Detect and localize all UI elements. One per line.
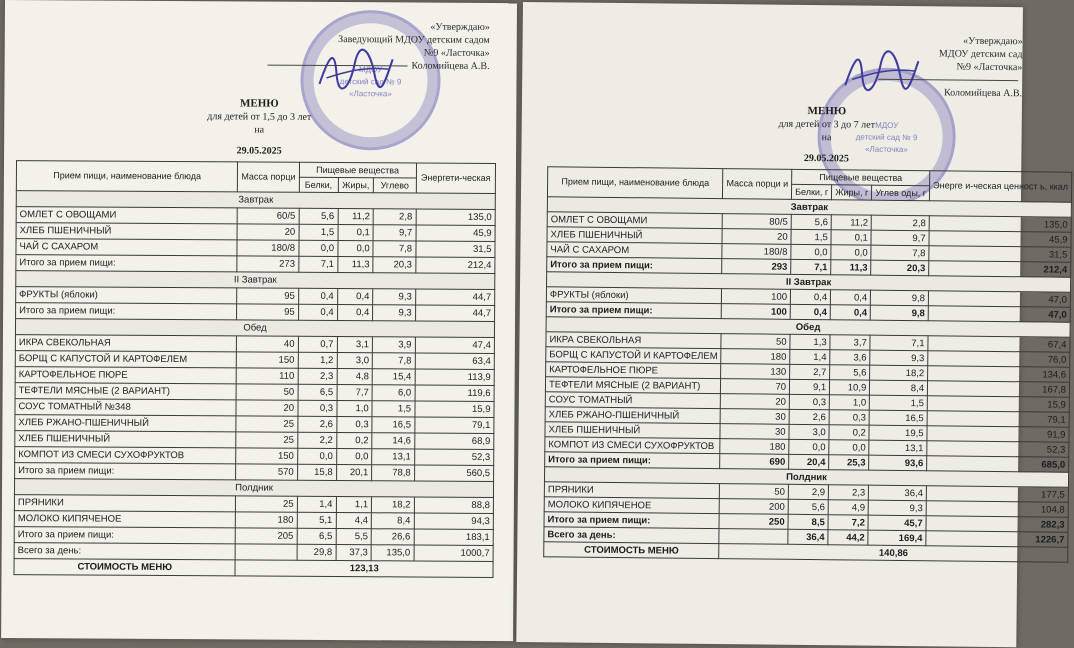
dish-name: Итого за прием пищи: (14, 527, 236, 544)
value-cell: 7,1 (870, 335, 928, 351)
value-cell: 45,9 (416, 225, 496, 241)
dish-name: Итого за прием пищи: (544, 512, 720, 529)
value-cell: 9,8 (871, 290, 929, 306)
value-cell: 78,8 (372, 465, 414, 481)
value-cell: 80/5 (723, 214, 792, 230)
dish-name: ЧАЙ С САХАРОМ (16, 239, 238, 256)
value-cell: 6,5 (297, 528, 336, 544)
value-cell: 20,1 (336, 465, 372, 481)
dish-name: ЧАЙ С САХАРОМ (547, 242, 723, 259)
dish-name: ПРЯНИКИ (14, 495, 236, 512)
value-cell: 36,4 (788, 529, 828, 544)
value-cell: 95 (237, 304, 298, 320)
value-cell: 44,7 (415, 305, 495, 321)
dish-name: Всего за день: (544, 527, 720, 544)
value-cell: 50 (721, 334, 790, 350)
value-cell: 7,1 (791, 259, 831, 274)
value-cell: 50 (720, 484, 789, 500)
value-cell: 200 (720, 499, 789, 515)
value-cell: 135,0 (371, 545, 413, 561)
value-cell: 13,1 (372, 449, 414, 465)
value-cell: 2,8 (373, 209, 415, 225)
value-cell: 25,3 (829, 455, 869, 470)
value-cell: 205 (236, 528, 297, 544)
value-cell: 19,5 (869, 425, 927, 441)
value-cell: 9,8 (871, 305, 929, 321)
value-cell: 180/8 (237, 240, 298, 256)
value-cell: 690 (720, 454, 789, 470)
dish-name: ФРУКТЫ (яблоки) (546, 287, 722, 304)
dish-name: Итого за прием пищи: (15, 463, 237, 480)
value-cell: 1,5 (870, 395, 928, 411)
value-cell: 79,1 (927, 411, 1069, 427)
value-cell: 20,4 (789, 454, 829, 469)
value-cell: 29,8 (297, 544, 336, 560)
dish-name: БОРЩ С КАПУСТОЙ И КАРТОФЕЛЕМ (546, 347, 722, 364)
value-cell: 130 (721, 364, 790, 380)
value-cell: 119,6 (415, 385, 495, 401)
value-cell: 9,3 (868, 500, 926, 516)
value-cell: 93,6 (869, 455, 927, 471)
value-cell: 2,6 (297, 416, 336, 432)
dish-name: МОЛОКО КИПЯЧЕНОЕ (544, 497, 720, 514)
value-cell: 293 (722, 259, 791, 275)
value-cell: 3,6 (830, 350, 870, 365)
value-cell: 180 (720, 439, 789, 455)
value-cell: 2,6 (789, 409, 829, 424)
value-cell: 0,4 (830, 305, 870, 320)
section-name: Завтрак (547, 197, 1071, 217)
value-cell: 15,9 (415, 401, 495, 417)
dish-name: ХЛЕБ ПШЕНИЧНЫЙ (15, 431, 237, 448)
cost-value: 123,13 (235, 560, 493, 578)
section-name: Обед (15, 319, 494, 338)
cost-label: СТОИМОСТЬ МЕНЮ (544, 542, 720, 559)
value-cell: 9,7 (373, 225, 415, 241)
value-cell: 177,5 (926, 486, 1068, 502)
value-cell: 0,0 (829, 440, 869, 455)
value-cell: 76,0 (928, 351, 1070, 367)
value-cell: 18,2 (372, 497, 414, 513)
value-cell: 0,7 (298, 336, 337, 352)
value-cell: 250 (719, 514, 788, 530)
value-cell: 7,1 (298, 256, 337, 272)
value-cell: 0,3 (829, 410, 869, 425)
value-cell: 1226,7 (926, 531, 1068, 547)
section-name: Полдник (544, 467, 1068, 487)
dish-name: КОМПОТ ИЗ СМЕСИ СУХОФРУКТОВ (545, 437, 721, 454)
dish-name: ОМЛЕТ С ОВОЩАМИ (547, 212, 723, 229)
dish-name: ПРЯНИКИ (544, 482, 720, 499)
approval-block: «Утверждаю» Заведующий МДОУ детским садом №9 «Ласточка» Коломийцева А.В. (265, 20, 490, 73)
value-cell: 52,3 (414, 449, 494, 465)
value-cell: 0,4 (337, 305, 373, 321)
value-cell: 5,6 (299, 208, 338, 224)
value-cell: 7,8 (372, 353, 414, 369)
value-cell: 9,7 (871, 230, 929, 246)
value-cell: 67,4 (928, 336, 1070, 352)
value-cell: 0,0 (791, 244, 831, 259)
value-cell: 25 (236, 416, 297, 432)
value-cell: 31,5 (929, 246, 1071, 262)
value-cell: 1,0 (337, 401, 373, 417)
dish-name: Итого за прием пищи: (16, 255, 238, 272)
value-cell: 2,3 (298, 368, 337, 384)
value-cell: 4,4 (336, 513, 372, 529)
value-cell: 9,3 (373, 305, 415, 321)
value-cell: 1,4 (790, 349, 830, 364)
value-cell: 16,5 (372, 417, 414, 433)
value-cell: 0,0 (831, 245, 871, 260)
value-cell: 94,3 (414, 513, 494, 529)
value-cell: 20 (721, 394, 790, 410)
value-cell: 15,4 (372, 369, 414, 385)
value-cell: 5,6 (791, 214, 831, 229)
value-cell: 180 (721, 349, 790, 365)
value-cell: 2,3 (829, 485, 869, 500)
value-cell: 169,4 (868, 530, 926, 546)
value-cell: 20,3 (373, 257, 415, 273)
value-cell: 11,2 (338, 209, 374, 225)
section-name: Полдник (14, 479, 493, 498)
value-cell: 95 (237, 288, 298, 304)
value-cell: 26,6 (371, 529, 413, 545)
value-cell: 0,4 (298, 304, 337, 320)
value-cell: 45,7 (868, 515, 926, 531)
value-cell: 4,9 (828, 500, 868, 515)
value-cell: 8,5 (788, 514, 828, 529)
value-cell: 0,3 (298, 400, 337, 416)
value-cell: 0,4 (831, 290, 871, 305)
value-cell: 0,1 (831, 230, 871, 245)
value-cell: 47,4 (415, 337, 495, 353)
value-cell: 167,8 (927, 381, 1069, 397)
value-cell: 100 (722, 304, 791, 320)
value-cell: 0,0 (299, 240, 338, 256)
dish-name: СОУС ТОМАТНЫЙ №348 (15, 399, 237, 416)
value-cell: 1,3 (790, 334, 830, 349)
value-cell: 183,1 (414, 529, 494, 545)
value-cell: 52,3 (927, 441, 1069, 457)
value-cell: 7,8 (871, 245, 929, 261)
value-cell: 8,4 (870, 380, 928, 396)
menu-table: Прием пищи, наименование блюда Масса порци Пищевые вещества Энергети-ческая Белки, Жиры, Углево Завтрак ОМЛЕТ С ОВОЩАМИ 60/5 5,6 11,2 2,8 135,0 ХЛЕБ ПШЕНИЧНЫЙ 20 1,5 0,1 9,7 45,9 ЧАЙ С САХАРОМ 180/8 0,0 0,0 7,8 31,5 Итого за прием пищи: 273 7,1 11,3 20,3 212,4 II Завтрак ФРУКТЫ (яблоки) 95 0,4 0,4 9,3 44,7 Итого за прием пищи: 95 0,4 0,4 9,3 44,7 Обед ИКРА СВЕКОЛЬНАЯ 40 0,7 3,1 3,9 47,4 БОРЩ С КАПУСТОЙ И КАРТОФЕЛЕМ 150 1,2 3,0 7,8 63,4 КАРТОФЕЛЬНОЕ ПЮРЕ 110 2,3 4,8 15,4 113,9 ТЕФТЕЛИ МЯСНЫЕ (2 ВАРИАНТ) 50 6,5 7,7 6,0 119,6 СОУС ТОМАТНЫЙ №348 20 0,3 1,0 1,5 15,9 ХЛЕБ РЖАНО-ПШЕНИЧНЫЙ 25 2,6 0,3 16,5 79,1 ХЛЕБ ПШЕНИЧНЫЙ 25 2,2 0,2 14,6 68,9 КОМПОТ ИЗ СМЕСИ СУХОФРУКТОВ 150 0,0 0,0 13,1 52,3 Итого за прием пищи: 570 15,8 20,1 78,8 560,5 Полдник ПРЯНИКИ 25 1,4 1,1 18,2 88,8 МОЛОКО КИПЯЧЕНОЕ 180 5,1 4,4 8,4 94,3 Итого за прием пищи: 205 6,5 5,5 26,6 183,1 Всего за день: 29,8 37,3 135,0 1000,7 СТОИМОСТЬ МЕНЮ 123,13 (13, 160, 496, 578)
value-cell: 7,8 (373, 241, 415, 257)
value-cell: 2,8 (871, 215, 929, 231)
value-cell: 0,0 (337, 241, 373, 257)
value-cell: 30 (720, 409, 789, 425)
value-cell: 0,4 (790, 304, 830, 319)
value-cell: 3,0 (789, 424, 829, 439)
value-cell: 0,2 (336, 433, 372, 449)
dish-name: ТЕФТЕЛИ МЯСНЫЕ (2 ВАРИАНТ) (545, 377, 721, 394)
value-cell: 0,0 (789, 439, 829, 454)
value-cell: 6,5 (298, 384, 337, 400)
value-cell: 70 (721, 379, 790, 395)
value-cell: 4,8 (337, 369, 373, 385)
value-cell: 1,0 (829, 395, 869, 410)
value-cell: 25 (236, 432, 297, 448)
value-cell: 685,0 (927, 456, 1069, 472)
value-cell: 5,6 (788, 499, 828, 514)
dish-name: Итого за прием пищи: (547, 257, 723, 274)
value-cell: 0,4 (337, 289, 373, 305)
value-cell: 79,1 (414, 417, 494, 433)
value-cell: 104,8 (926, 501, 1068, 517)
value-cell: 31,5 (416, 241, 496, 257)
dish-name: КАРТОФЕЛЬНОЕ ПЮРЕ (546, 362, 722, 379)
value-cell: 180/8 (722, 244, 791, 260)
section-name: II Завтрак (547, 272, 1071, 292)
value-cell: 11,3 (337, 257, 373, 273)
value-cell: 14,6 (372, 433, 414, 449)
value-cell: 0,0 (336, 449, 372, 465)
round-stamp: МДОУ детский сад № 9 «Ласточка» (300, 10, 441, 151)
value-cell: 180 (236, 512, 297, 528)
value-cell: 2,2 (297, 432, 336, 448)
value-cell: 282,3 (926, 516, 1068, 532)
value-cell: 9,3 (373, 289, 415, 305)
cost-value: 140,86 (719, 544, 1068, 563)
section-name: II Завтрак (16, 271, 495, 290)
dish-name: ТЕФТЕЛИ МЯСНЫЕ (2 ВАРИАНТ) (15, 383, 237, 400)
value-cell: 25 (236, 496, 297, 512)
dish-name: КОМПОТ ИЗ СМЕСИ СУХОФРУКТОВ (15, 447, 237, 464)
value-cell: 63,4 (415, 353, 495, 369)
section-name: Завтрак (16, 191, 495, 210)
dish-name: Итого за прием пищи: (546, 302, 722, 319)
value-cell: 0,1 (338, 225, 374, 241)
cost-label: СТОИМОСТЬ МЕНЮ (14, 559, 236, 576)
value-cell: 2,7 (790, 364, 830, 379)
value-cell: 45,9 (929, 231, 1071, 247)
value-cell: 0,4 (298, 288, 337, 304)
value-cell: 135,0 (416, 209, 496, 225)
dish-name: ХЛЕБ РЖАНО-ПШЕНИЧНЫЙ (545, 407, 721, 424)
dish-name: Всего за день: (14, 543, 236, 560)
value-cell: 3,9 (373, 337, 415, 353)
value-cell: 1,4 (297, 496, 336, 512)
dish-name: КАРТОФЕЛЬНОЕ ПЮРЕ (15, 367, 237, 384)
dish-name: ХЛЕБ ПШЕНИЧНЫЙ (16, 223, 238, 240)
value-cell: 16,5 (869, 410, 927, 426)
menu-body (544, 197, 1072, 562)
menu-body (14, 191, 495, 578)
value-cell: 40 (237, 336, 298, 352)
value-cell: 9,1 (790, 379, 830, 394)
value-cell: 1,1 (336, 497, 372, 513)
value-cell: 15,8 (297, 464, 336, 480)
value-cell: 560,5 (414, 465, 494, 481)
value-cell: 1000,7 (414, 545, 494, 561)
dish-name: ОМЛЕТ С ОВОЩАМИ (16, 207, 238, 224)
dish-name: ИКРА СВЕКОЛЬНАЯ (546, 332, 722, 349)
value-cell: 1,2 (298, 352, 337, 368)
section-name: Обед (546, 317, 1070, 337)
menu-sheet-toddlers (1, 0, 517, 641)
value-cell: 7,7 (337, 385, 373, 401)
value-cell: 44,7 (415, 289, 495, 305)
dish-name: ХЛЕБ РЖАНО-ПШЕНИЧНЫЙ (15, 415, 237, 432)
value-cell (236, 544, 297, 560)
dish-name: ХЛЕБ ПШЕНИЧНЫЙ (545, 422, 721, 439)
menu-sheet-children (516, 2, 1069, 647)
value-cell: 47,0 (928, 306, 1070, 322)
value-cell: 30 (720, 424, 789, 440)
value-cell: 212,4 (929, 261, 1071, 277)
cost-row (14, 559, 493, 578)
value-cell: 0,0 (297, 448, 336, 464)
value-cell: 150 (237, 352, 298, 368)
dish-name: Итого за прием пищи: (16, 303, 238, 320)
value-cell: 134,6 (928, 366, 1070, 382)
value-cell: 20 (236, 400, 297, 416)
menu-title: МЕНЮ для детей от 1,5 до 3 лет на 29.05.2025 (207, 97, 312, 157)
dish-name: Итого за прием пищи: (545, 452, 721, 469)
dish-name: ИКРА СВЕКОЛЬНАЯ (15, 335, 237, 352)
value-cell: 5,1 (297, 512, 336, 528)
value-cell: 91,9 (927, 426, 1069, 442)
value-cell: 5,6 (830, 365, 870, 380)
value-cell: 3,0 (337, 353, 373, 369)
value-cell: 212,4 (415, 257, 495, 273)
value-cell: 0,3 (789, 394, 829, 409)
value-cell: 1,5 (372, 401, 414, 417)
value-cell: 8,4 (371, 513, 413, 529)
round-stamp: МДОУ детский сад № 9 «Ласточка» (817, 67, 956, 206)
value-cell: 3,1 (337, 337, 373, 353)
value-cell: 100 (722, 289, 791, 305)
value-cell: 20 (722, 229, 791, 245)
value-cell: 18,2 (870, 365, 928, 381)
menu-table: Прием пищи, наименование блюда Масса порци и Пищевые вещества Энерге и-ческая ценност ь, ккал Белки, г Жиры, г Углев оды, г Завтрак ОМЛЕТ С ОВОЩАМИ 80/5 5,6 11,2 2,8 135,0 ХЛЕБ ПШЕНИЧНЫЙ 20 1,5 0,1 9,7 45,9 ЧАЙ С САХАРОМ 180/8 0,0 0,0 7,8 31,5 Итого за прием пищи: 293 7,1 11,3 20,3 212,4 II Завтрак ФРУКТЫ (яблоки) 100 0,4 0,4 9,8 47,0 Итого за прием пищи: 100 0,4 0,4 9,8 47,0 Обед ИКРА СВЕКОЛЬНАЯ 50 1,3 3,7 7,1 67,4 БОРЩ С КАПУСТОЙ И КАРТОФЕЛЕМ 180 1,4 3,6 9,3 76,0 КАРТОФЕЛЬНОЕ ПЮРЕ 130 2,7 5,6 18,2 134,6 ТЕФТЕЛИ МЯСНЫЕ (2 ВАРИАНТ) 70 9,1 10,9 8,4 167,8 СОУС ТОМАТНЫЙ 20 0,3 1,0 1,5 15,9 ХЛЕБ РЖАНО-ПШЕНИЧНЫЙ 30 2,6 0,3 16,5 79,1 ХЛЕБ ПШЕНИЧНЫЙ 30 3,0 0,2 19,5 91,9 КОМПОТ ИЗ СМЕСИ СУХОФРУКТОВ 180 0,0 0,0 13,1 52,3 Итого за прием пищи: 690 20,4 25,3 93,6 685,0 Полдник ПРЯНИКИ 50 2,9 2,3 36,4 177,5 МОЛОКО КИПЯЧЕНОЕ 200 5,6 4,9 9,3 104,8 Итого за прием пищи: 250 8,5 7,2 45,7 282,3 Всего за день: 36,4 44,2 169,4 1226,7 СТОИМОСТЬ МЕНЮ 140,86 (543, 166, 1072, 562)
dish-name: МОЛОКО КИПЯЧЕНОЕ (14, 511, 236, 528)
value-cell: 3,7 (830, 335, 870, 350)
value-cell: 44,2 (828, 530, 868, 545)
dish-name: ФРУКТЫ (яблоки) (16, 287, 238, 304)
value-cell: 0,4 (790, 289, 830, 304)
value-cell: 110 (237, 368, 298, 384)
value-cell: 50 (236, 384, 297, 400)
value-cell: 36,4 (869, 485, 927, 501)
menu-title: МЕНЮ для детей от 3 до 7 лет на 29.05.2025 (778, 104, 876, 165)
value-cell: 47,0 (928, 291, 1070, 307)
value-cell: 273 (237, 256, 298, 272)
value-cell: 20 (237, 224, 298, 240)
value-cell: 15,9 (927, 396, 1069, 412)
value-cell: 2,9 (788, 484, 828, 499)
value-cell: 135,0 (929, 216, 1071, 232)
value-cell: 60/5 (238, 208, 299, 224)
value-cell: 0,2 (829, 425, 869, 440)
dish-name: ХЛЕБ ПШЕНИЧНЫЙ (547, 227, 723, 244)
value-cell (719, 529, 788, 545)
value-cell: 13,1 (869, 440, 927, 456)
value-cell: 10,9 (830, 380, 870, 395)
value-cell: 11,3 (831, 260, 871, 275)
value-cell: 11,2 (831, 215, 871, 230)
value-cell: 68,9 (414, 433, 494, 449)
value-cell: 20,3 (871, 260, 929, 276)
value-cell: 1,5 (299, 224, 338, 240)
value-cell: 113,9 (415, 369, 495, 385)
value-cell: 0,3 (336, 417, 372, 433)
value-cell: 570 (236, 464, 297, 480)
approval-block: «Утверждаю» МДОУ детским сад №9 «Ласточка» Коломийцева А.В. (822, 33, 1023, 100)
value-cell: 37,3 (336, 545, 372, 561)
value-cell: 6,0 (372, 385, 414, 401)
dish-name: БОРЩ С КАПУСТОЙ И КАРТОФЕЛЕМ (15, 351, 237, 368)
value-cell: 9,3 (870, 350, 928, 366)
dish-name: СОУС ТОМАТНЫЙ (545, 392, 721, 409)
value-cell: 7,2 (828, 515, 868, 530)
value-cell: 5,5 (336, 529, 372, 545)
value-cell: 1,5 (791, 229, 831, 244)
value-cell: 150 (236, 448, 297, 464)
value-cell: 88,8 (414, 497, 494, 513)
